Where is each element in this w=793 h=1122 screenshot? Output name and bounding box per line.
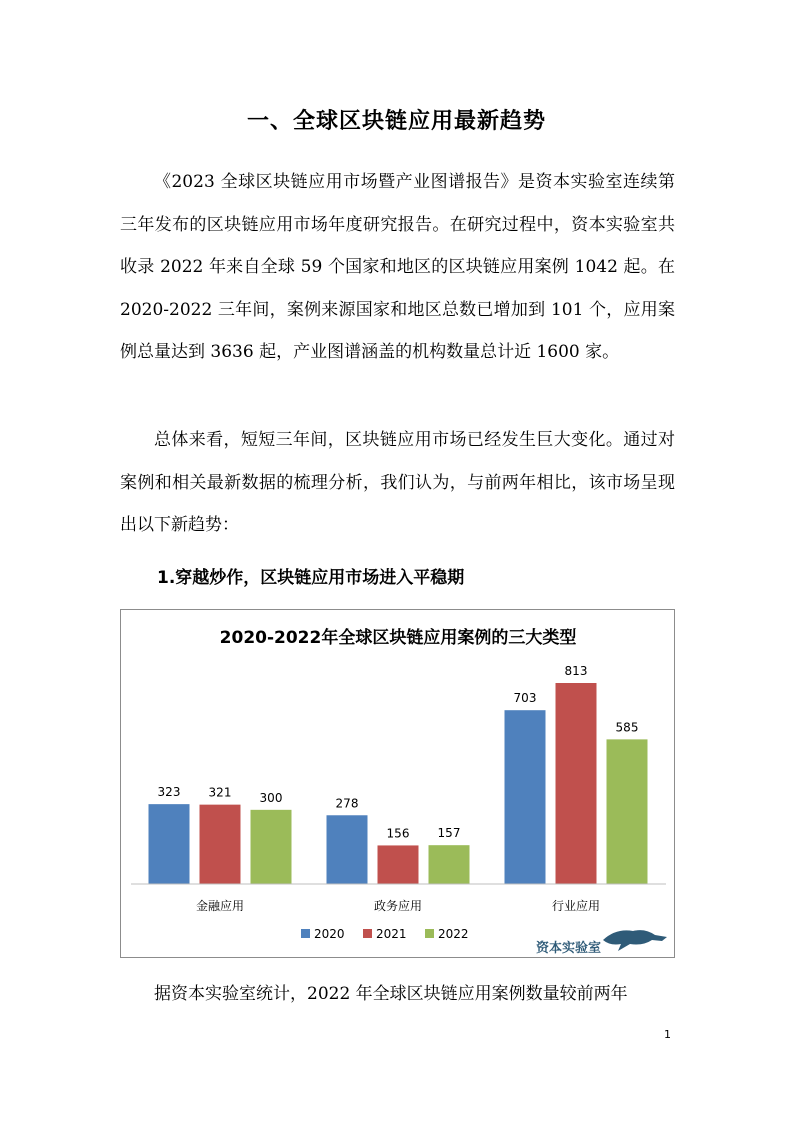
data-label: 157 (437, 826, 461, 841)
statistics-paragraph: 据资本实验室统计，2022 年全球区块链应用案例数量较前两年 (154, 984, 628, 1004)
page-number: 1 (664, 1028, 671, 1041)
category-label: 行业应用 (551, 899, 601, 913)
bar-2021-2 (556, 683, 597, 884)
legend-swatch (301, 929, 310, 938)
data-label: 585 (615, 720, 639, 735)
intro-paragraph: 《2023 全球区块链应用市场暨产业图谱报告》是资本实验室连续第三年发布的区块链应用市场年度研究报告。在研究过程中，资本实验室共收录 2022 年来自全球 59 个国家和地区的区块链应用案例 1042 起。在 2020-2022 三年间，案例来源国家和地区总数已增加到 101 个，应用案例总量达到 3636 起，产业图谱涵盖的机构数量总计近 1600 家。 (120, 172, 675, 362)
bar-2020-1 (327, 815, 368, 884)
data-label: 278 (335, 796, 359, 811)
data-label: 156 (386, 826, 410, 841)
bar-chart (120, 609, 675, 958)
data-label: 321 (208, 785, 232, 800)
chart-canvas (121, 610, 676, 959)
legend-label: 2020 (314, 927, 345, 941)
category-label: 政务应用 (373, 899, 423, 913)
legend-label: 2022 (438, 927, 469, 941)
bar-2022-2 (607, 739, 648, 884)
panther-icon (603, 930, 667, 951)
data-label: 813 (564, 664, 588, 678)
bar-2022-1 (429, 845, 470, 884)
legend-swatch (363, 929, 372, 938)
data-label: 703 (513, 691, 537, 706)
watermark-logo (536, 930, 667, 956)
bar-2021-1 (378, 845, 419, 884)
legend-label: 2021 (376, 927, 407, 941)
bar-2022-0 (251, 810, 292, 884)
subsection-heading: 1.穿越炒作，区块链应用市场进入平稳期 (157, 568, 465, 588)
data-label: 300 (259, 790, 283, 805)
chart-title: 2020-2022年全球区块链应用案例的三大类型 (219, 628, 577, 648)
trend-paragraph: 总体来看，短短三年间，区块链应用市场已经发生巨大变化。通过对案例和相关最新数据的梳理分析，我们认为，与前两年相比，该市场呈现出以下新趋势： (120, 430, 675, 535)
bar-2020-0 (149, 804, 190, 884)
svg-text:资本实验室: 资本实验室 (535, 941, 601, 956)
legend-swatch (425, 929, 434, 938)
bar-2020-2 (505, 710, 546, 884)
data-label: 323 (157, 785, 181, 800)
category-label: 金融应用 (195, 899, 245, 913)
section-heading: 一、全球区块链应用最新趋势 (246, 109, 546, 134)
bar-2021-0 (200, 805, 241, 884)
